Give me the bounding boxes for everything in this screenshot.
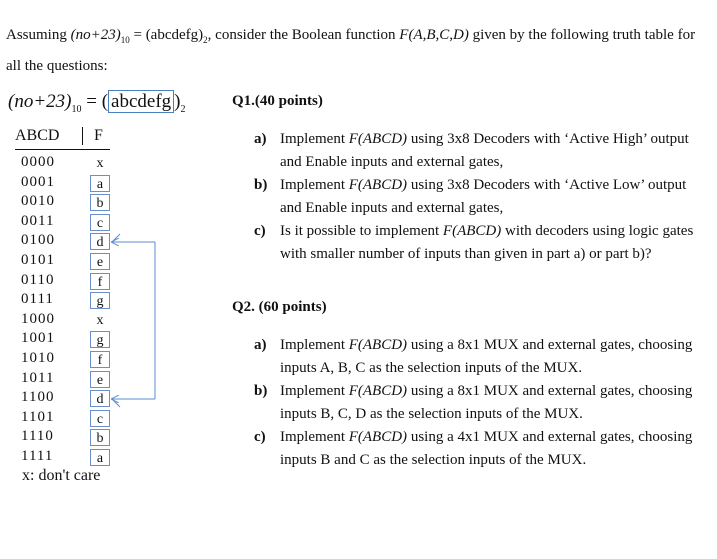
table-row-abcd: 1111 [21, 448, 54, 464]
table-row-f: b [90, 194, 110, 211]
intro-eq-target-sub: 2 [203, 35, 208, 45]
table-row-f: c [90, 410, 110, 427]
table-row-f: g [90, 331, 110, 348]
q1-b-pre: Implement [280, 177, 345, 193]
truth-table-panel [0, 85, 230, 545]
q1-c-pre: Is it possible to implement [280, 223, 440, 239]
table-row-abcd: 0100 [21, 232, 55, 249]
table-row-abcd: 1100 [21, 389, 55, 406]
table-row-f: a [90, 175, 110, 192]
heading-eq-right-sub: 2 [180, 103, 186, 115]
table-row-abcd: 1101 [21, 408, 55, 425]
dont-care-note: x: don't care [22, 467, 101, 484]
q1-title: Q1.(40 points) [232, 93, 323, 109]
heading-eq-left-sub: 10 [71, 103, 82, 115]
table-row-f: a [90, 449, 110, 466]
arrow-upper-tick [112, 234, 120, 242]
intro-func: F(A,B,C,D) [399, 27, 469, 43]
q1-a-pre: Implement [280, 131, 345, 147]
table-row-f: x [96, 312, 104, 328]
heading-equation: $(no+23)_{10}$ = ( abcdefg )$_2$ [8, 91, 186, 115]
questions-panel [232, 85, 702, 545]
q1-item-label: a) [254, 131, 267, 147]
q1-item-c [254, 220, 702, 266]
table-row-abcd: 0011 [21, 212, 55, 229]
table-row-abcd: 0110 [21, 271, 55, 288]
q2-c-pre: Implement [280, 429, 345, 445]
intro-eq-equals: = [129, 27, 146, 43]
q1-c-post: with decoders using logic gates with smaller number of inputs than given in part a) or part b)? [280, 223, 694, 262]
q2-a-pre: Implement [280, 337, 345, 353]
table-row-abcd: 1011 [21, 369, 55, 386]
q1-b-post: using 3x8 Decoders with ‘Active Low’ output and Enable inputs and external gates, [280, 177, 687, 216]
q2-title: Q2. (60 points) [232, 299, 327, 315]
intro-eq-base-sub: 10 [120, 35, 130, 45]
table-row-f: d [90, 233, 110, 250]
q1-a-func: F(ABCD) [348, 131, 408, 147]
q1-c-func: F(ABCD) [442, 223, 502, 239]
table-row-abcd: 1000 [21, 310, 55, 327]
q2-a-post: using a 8x1 MUX and external gates, choosing inputs A, B, C as the selection inputs of the MUX. [280, 337, 693, 376]
table-row-f: f [90, 273, 110, 290]
table-row-f: c [90, 214, 110, 231]
table-row-f: e [90, 371, 110, 388]
q2-a-func: F(ABCD) [348, 337, 408, 353]
table-row-f: g [90, 292, 110, 309]
q2-item-c [254, 426, 702, 472]
q1-item-label: b) [254, 177, 268, 193]
q2-c-func: F(ABCD) [348, 429, 408, 445]
intro-eq-target: (abcdefg) [145, 27, 204, 43]
q2-b-func: F(ABCD) [348, 383, 408, 399]
intro-text-1: Assuming [6, 27, 67, 43]
table-row-abcd: 0111 [21, 291, 54, 308]
q2-c-post: using a 4x1 MUX and external gates, choosing inputs B and C as the selection inputs of the MUX. [280, 429, 693, 468]
table-row-abcd: 0000 [21, 154, 55, 170]
heading-eq-equals: = [81, 91, 102, 112]
heading-eq-left: (no+23) [8, 91, 72, 112]
q2-item-a [254, 334, 702, 380]
table-row-abcd: 1010 [21, 350, 55, 366]
q1-item-label: c) [254, 223, 266, 239]
table-row-f: x [96, 156, 104, 171]
q1-a-post: using 3x8 Decoders with ‘Active High’ output and Enable inputs and external gates, [280, 131, 689, 170]
q1-item-b [254, 174, 702, 220]
q2-item-b [254, 380, 702, 426]
table-row-abcd: 0001 [21, 173, 55, 190]
q2-item-label: a) [254, 337, 267, 353]
table-row-f: b [90, 429, 110, 446]
table-header-f: F [94, 127, 103, 144]
q1-item-a [254, 128, 702, 174]
heading-eq-right: abcdefg [108, 90, 174, 113]
table-row-abcd: 1110 [21, 428, 54, 445]
mirror-arrows [0, 85, 230, 465]
table-header-abcd: ABCD [15, 127, 60, 144]
table-row-abcd: 1001 [21, 330, 55, 347]
table-row-abcd: 0101 [21, 252, 55, 268]
intro-text-3: given by the following truth table for all the questions: [6, 27, 696, 74]
table-row-f: d [90, 390, 110, 407]
q2-item-label: c) [254, 429, 266, 445]
table-row-f: e [90, 253, 110, 270]
intro-paragraph [6, 22, 706, 79]
q2-b-post: using a 8x1 MUX and external gates, choosing inputs B, C, D as the selection inputs of the MUX. [280, 383, 693, 422]
q2-b-pre: Implement [280, 383, 345, 399]
intro-eq-base: (no+23) [70, 27, 121, 43]
intro-text-2: , consider the Boolean function [207, 27, 396, 43]
table-row-abcd: 0010 [21, 193, 55, 210]
q2-item-label: b) [254, 383, 268, 399]
table-row-f: f [90, 351, 110, 368]
arrow-lower-tick [112, 399, 120, 407]
q1-b-func: F(ABCD) [348, 177, 408, 193]
